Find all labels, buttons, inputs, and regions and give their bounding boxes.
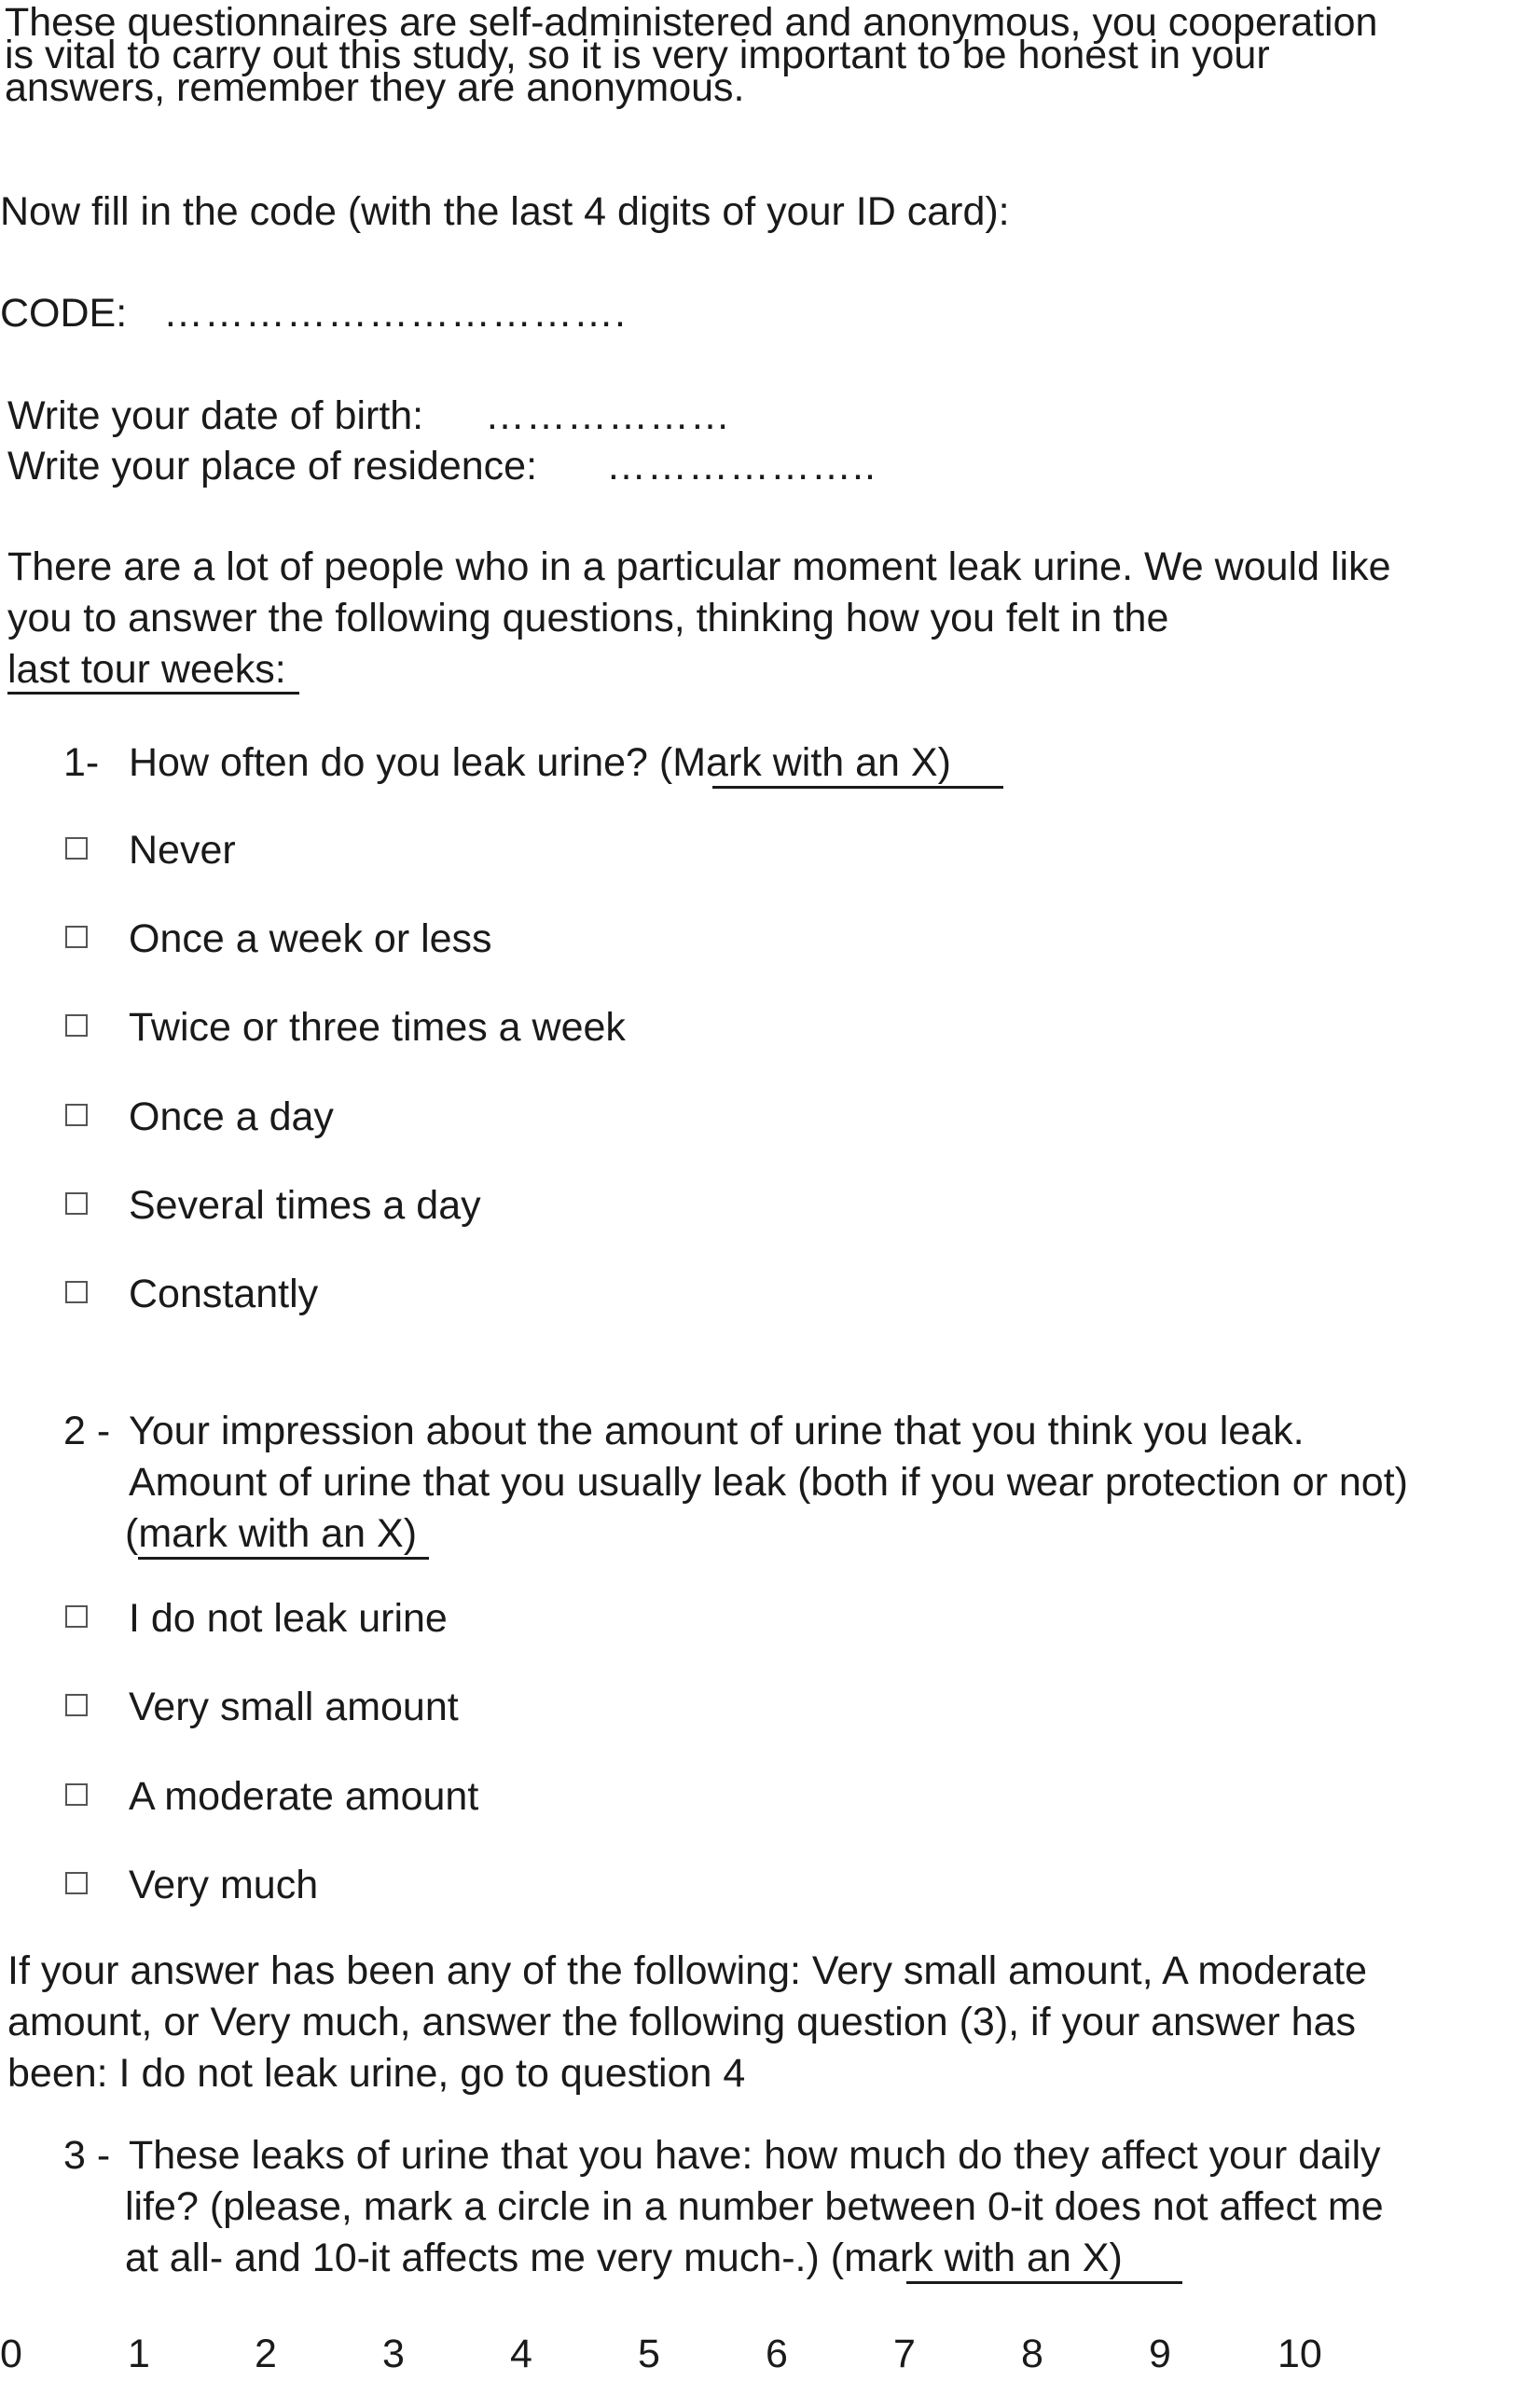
scale-6[interactable]: 6 [766,2332,788,2376]
q1-option-checkbox[interactable] [65,1192,88,1215]
code-field[interactable]: ……………………………. [163,291,627,336]
scale-9[interactable]: 9 [1149,2332,1171,2376]
q3-number: 3 - [63,2133,111,2178]
q1-option-label: Once a day [129,1094,334,1139]
context-line-3: last tour weeks: [7,647,286,692]
scale-5[interactable]: 5 [638,2332,660,2376]
q1-text: How often do you leak urine? (Mark with an X) [129,740,951,785]
q1-option-label: Once a week or less [129,916,492,961]
q2-mark-underline [138,1557,429,1560]
q2-line-2: Amount of urine that you usually leak (both if you wear protection or not) [129,1460,1408,1505]
q2-option-checkbox[interactable] [65,1694,88,1716]
q2-option-label: I do not leak urine [129,1596,448,1641]
q2-option-label: A moderate amount [129,1774,479,1819]
scale-0[interactable]: 0 [0,2332,22,2376]
q2-option-checkbox[interactable] [65,1605,88,1628]
context-line-2: you to answer the following questions, thinking how you felt in the [7,596,1169,640]
code-instruction: Now fill in the code (with the last 4 digits of your ID card): [0,189,1010,234]
q3-mark-underline [906,2281,1182,2284]
q1-option-label: Several times a day [129,1183,481,1228]
scale-4[interactable]: 4 [510,2332,532,2376]
scale-1[interactable]: 1 [128,2332,150,2376]
q2-option-checkbox[interactable] [65,1872,88,1894]
q1-number: 1- [63,740,100,785]
q2-option-checkbox[interactable] [65,1783,88,1806]
q2-number: 2 - [63,1409,111,1453]
q2-line-1: Your impression about the amount of urine that you think you leak. [129,1409,1305,1453]
q3-line-2: life? (please, mark a circle in a number between 0-it does not affect me [125,2184,1384,2229]
q1-option-label: Twice or three times a week [129,1005,626,1050]
intro-line-1: These questionnaires are self-administered and anonymous, you cooperation [5,0,1378,45]
conditional-line-1: If your answer has been any of the following: Very small amount, A moderate [7,1948,1368,1993]
scale-3[interactable]: 3 [382,2332,405,2376]
scale-8[interactable]: 8 [1021,2332,1043,2376]
q1-option-checkbox[interactable] [65,926,88,948]
q3-line-1: These leaks of urine that you have: how much do they affect your daily [129,2133,1381,2178]
context-line-1: There are a lot of people who in a particular moment leak urine. We would like [7,544,1391,589]
residence-field[interactable]: ……………….. [606,444,877,488]
scale-7[interactable]: 7 [893,2332,916,2376]
q1-option-checkbox[interactable] [65,1104,88,1126]
conditional-line-2: amount, or Very much, answer the following question (3), if your answer has [7,2000,1356,2044]
birth-label: Write your date of birth: [7,393,424,438]
context-underline [7,692,299,695]
q2-option-label: Very small amount [129,1685,459,1729]
q2-option-label: Very much [129,1863,319,1907]
q1-option-label: Constantly [129,1272,319,1316]
residence-label: Write your place of residence: [7,444,538,488]
birth-field[interactable]: ……………… [485,393,731,438]
intro-line-3: answers, remember they are anonymous. [5,65,745,110]
q1-option-checkbox[interactable] [65,837,88,860]
scale-2[interactable]: 2 [255,2332,277,2376]
q3-line-3: at all- and 10-it affects me very much-.) (mark with an X) [125,2236,1123,2280]
code-label: CODE: [0,291,128,336]
q1-option-checkbox[interactable] [65,1281,88,1303]
q1-mark-underline [712,786,1003,789]
scale-10[interactable]: 10 [1277,2332,1322,2376]
q1-option-label: Never [129,828,236,873]
conditional-line-3: been: I do not leak urine, go to question 4 [7,2051,746,2096]
q1-option-checkbox[interactable] [65,1014,88,1037]
q2-line-3: (mark with an X) [125,1511,418,1556]
intro-line-2: is vital to carry out this study, so it is very important to be honest in your [5,33,1270,77]
